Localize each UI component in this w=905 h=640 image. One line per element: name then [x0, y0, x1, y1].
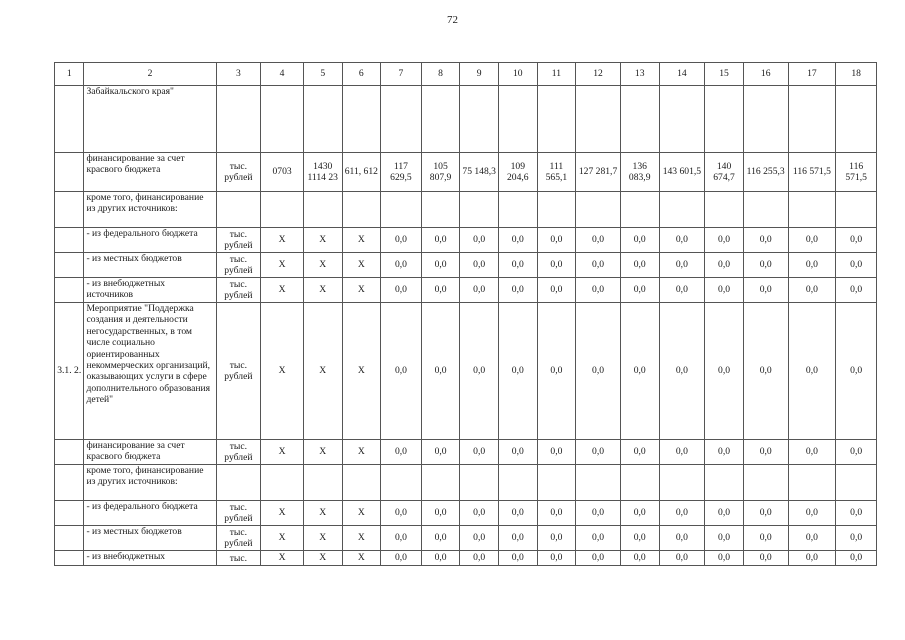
value-cell: 0,0	[537, 228, 576, 253]
value-cell: 0,0	[421, 501, 460, 526]
value-cell: 0,0	[788, 551, 836, 566]
value-cell	[261, 465, 304, 501]
value-cell: X	[342, 228, 381, 253]
value-cell: 0,0	[836, 551, 877, 566]
value-cell: 0,0	[381, 253, 422, 278]
row-number-cell	[55, 551, 84, 566]
value-cell: 117 629,5	[381, 153, 422, 192]
value-cell: X	[342, 253, 381, 278]
value-cell	[381, 192, 422, 228]
value-cell	[705, 465, 744, 501]
row-number-cell	[55, 86, 84, 153]
value-cell: X	[261, 278, 304, 303]
value-cell	[303, 86, 342, 153]
value-cell: 116 571,5	[836, 153, 877, 192]
value-cell	[743, 86, 788, 153]
row-number-cell	[55, 501, 84, 526]
value-cell: 0,0	[498, 228, 537, 253]
value-cell: 0,0	[836, 278, 877, 303]
value-cell: 0,0	[836, 253, 877, 278]
row-label-cell: - из федерального бюджета	[84, 501, 216, 526]
value-cell	[261, 192, 304, 228]
value-cell: 0,0	[743, 303, 788, 440]
value-cell: 105 807,9	[421, 153, 460, 192]
table-row	[55, 153, 877, 192]
value-cell	[743, 465, 788, 501]
value-cell: X	[261, 303, 304, 440]
column-header: 13	[620, 63, 659, 86]
value-cell: 0,0	[381, 501, 422, 526]
value-cell	[342, 86, 381, 153]
value-cell: 0,0	[788, 526, 836, 551]
column-header: 11	[537, 63, 576, 86]
value-cell: 0,0	[460, 440, 499, 465]
row-number-cell	[55, 526, 84, 551]
value-cell	[705, 192, 744, 228]
row-number-cell	[55, 153, 84, 192]
value-cell: X	[303, 303, 342, 440]
table-row	[55, 440, 877, 465]
unit-cell: тыс.	[216, 551, 261, 566]
value-cell: 0,0	[498, 303, 537, 440]
value-cell	[788, 86, 836, 153]
value-cell	[261, 86, 304, 153]
value-cell: 0,0	[381, 551, 422, 566]
value-cell	[537, 465, 576, 501]
value-cell: 0,0	[705, 253, 744, 278]
value-cell: 0,0	[743, 278, 788, 303]
value-cell: X	[342, 501, 381, 526]
value-cell	[659, 86, 705, 153]
value-cell	[381, 465, 422, 501]
value-cell: 0,0	[576, 303, 621, 440]
value-cell: 0,0	[381, 526, 422, 551]
value-cell	[342, 192, 381, 228]
table-body	[55, 63, 877, 566]
value-cell: X	[303, 551, 342, 566]
value-cell: 0,0	[836, 303, 877, 440]
column-header: 18	[836, 63, 877, 86]
column-header: 17	[788, 63, 836, 86]
column-header: 12	[576, 63, 621, 86]
value-cell: 0,0	[381, 278, 422, 303]
value-cell: 0,0	[743, 253, 788, 278]
header-row	[55, 63, 877, 86]
unit-cell	[216, 86, 261, 153]
row-label-cell: Забайкальского края"	[84, 86, 216, 153]
value-cell: 0,0	[788, 228, 836, 253]
value-cell	[498, 192, 537, 228]
value-cell: 0,0	[743, 526, 788, 551]
row-label-cell: - из внебюджетных	[84, 551, 216, 566]
value-cell: 140 674,7	[705, 153, 744, 192]
value-cell	[743, 192, 788, 228]
column-header: 15	[705, 63, 744, 86]
value-cell: 0,0	[537, 526, 576, 551]
value-cell: 0,0	[659, 501, 705, 526]
value-cell: 0,0	[498, 278, 537, 303]
value-cell: 0,0	[460, 253, 499, 278]
value-cell	[788, 192, 836, 228]
value-cell: X	[261, 253, 304, 278]
value-cell	[381, 86, 422, 153]
table-row	[55, 465, 877, 501]
page-number: 72	[447, 14, 458, 26]
value-cell	[498, 465, 537, 501]
value-cell	[303, 465, 342, 501]
value-cell: 0,0	[743, 228, 788, 253]
column-header: 14	[659, 63, 705, 86]
column-header: 2	[84, 63, 216, 86]
value-cell: 0,0	[498, 440, 537, 465]
table-row	[55, 253, 877, 278]
value-cell: 0,0	[421, 278, 460, 303]
value-cell: X	[303, 526, 342, 551]
value-cell: 0,0	[460, 551, 499, 566]
value-cell: X	[303, 440, 342, 465]
row-number-cell: 3.1. 2.	[55, 303, 84, 440]
value-cell	[342, 465, 381, 501]
column-header: 6	[342, 63, 381, 86]
value-cell: 0,0	[498, 526, 537, 551]
value-cell: X	[261, 526, 304, 551]
value-cell: X	[261, 551, 304, 566]
table-row	[55, 278, 877, 303]
value-cell: 0,0	[705, 551, 744, 566]
unit-cell: тыс. рублей	[216, 501, 261, 526]
value-cell: 0,0	[705, 303, 744, 440]
row-number-cell	[55, 253, 84, 278]
value-cell	[421, 86, 460, 153]
row-label-cell: - из внебюджетных источников	[84, 278, 216, 303]
row-number-cell	[55, 192, 84, 228]
value-cell: 0,0	[537, 440, 576, 465]
value-cell: 1430 1114 23	[303, 153, 342, 192]
value-cell: 0,0	[620, 551, 659, 566]
value-cell: 143 601,5	[659, 153, 705, 192]
value-cell: 0,0	[421, 526, 460, 551]
value-cell: X	[303, 253, 342, 278]
value-cell: 0,0	[836, 501, 877, 526]
table-row	[55, 526, 877, 551]
value-cell	[537, 86, 576, 153]
value-cell: 0,0	[705, 501, 744, 526]
value-cell	[421, 192, 460, 228]
value-cell: X	[342, 278, 381, 303]
value-cell	[576, 465, 621, 501]
value-cell	[576, 86, 621, 153]
column-header: 10	[498, 63, 537, 86]
value-cell: 136 083,9	[620, 153, 659, 192]
row-label-cell: кроме того, финансирование из других источников:	[84, 465, 216, 501]
row-label-cell: финансирование за счет красвого бюджета	[84, 153, 216, 192]
value-cell: 0,0	[705, 228, 744, 253]
value-cell: 0,0	[421, 440, 460, 465]
value-cell	[421, 465, 460, 501]
table-row	[55, 551, 877, 566]
value-cell: X	[303, 278, 342, 303]
value-cell: 109 204,6	[498, 153, 537, 192]
value-cell	[659, 192, 705, 228]
unit-cell: тыс. рублей	[216, 153, 261, 192]
value-cell: 0,0	[421, 303, 460, 440]
value-cell: X	[342, 526, 381, 551]
row-number-cell	[55, 278, 84, 303]
value-cell: 611, 612	[342, 153, 381, 192]
value-cell: 116 571,5	[788, 153, 836, 192]
value-cell: 0,0	[498, 551, 537, 566]
value-cell: 0,0	[836, 228, 877, 253]
column-header: 8	[421, 63, 460, 86]
column-header: 7	[381, 63, 422, 86]
value-cell: 0,0	[460, 526, 499, 551]
value-cell	[836, 465, 877, 501]
value-cell: 0,0	[498, 501, 537, 526]
value-cell: 0,0	[788, 303, 836, 440]
value-cell: X	[303, 501, 342, 526]
value-cell: X	[261, 440, 304, 465]
value-cell: 0,0	[537, 253, 576, 278]
value-cell: 0,0	[743, 440, 788, 465]
value-cell: 0,0	[576, 278, 621, 303]
value-cell: 0,0	[705, 278, 744, 303]
value-cell: 0,0	[620, 440, 659, 465]
value-cell: 0,0	[381, 303, 422, 440]
row-number-cell	[55, 440, 84, 465]
value-cell: 0,0	[659, 303, 705, 440]
value-cell: 0,0	[537, 278, 576, 303]
value-cell: 0,0	[576, 526, 621, 551]
value-cell: 0,0	[788, 440, 836, 465]
value-cell: 0,0	[659, 228, 705, 253]
table-row	[55, 303, 877, 440]
value-cell	[576, 192, 621, 228]
budget-table	[54, 62, 877, 566]
row-label-cell: кроме того, финансирование из других источников:	[84, 192, 216, 228]
table-row	[55, 228, 877, 253]
value-cell: 0,0	[620, 303, 659, 440]
value-cell	[705, 86, 744, 153]
unit-cell	[216, 192, 261, 228]
value-cell: 0,0	[659, 440, 705, 465]
unit-cell: тыс. рублей	[216, 526, 261, 551]
value-cell: 0,0	[620, 253, 659, 278]
value-cell	[620, 465, 659, 501]
value-cell: 127 281,7	[576, 153, 621, 192]
value-cell: 0,0	[659, 253, 705, 278]
row-label-cell: финансирование за счет красвого бюджета	[84, 440, 216, 465]
value-cell: 0,0	[460, 278, 499, 303]
value-cell: X	[261, 501, 304, 526]
unit-cell: тыс. рублей	[216, 440, 261, 465]
value-cell: 0,0	[460, 228, 499, 253]
value-cell: 0,0	[620, 501, 659, 526]
value-cell: 0,0	[620, 278, 659, 303]
value-cell: 0,0	[421, 253, 460, 278]
value-cell: 0,0	[381, 228, 422, 253]
value-cell: 0703	[261, 153, 304, 192]
unit-cell	[216, 465, 261, 501]
value-cell: 0,0	[620, 526, 659, 551]
row-label-cell: - из местных бюджетов	[84, 253, 216, 278]
value-cell	[537, 192, 576, 228]
unit-cell: тыс. рублей	[216, 253, 261, 278]
value-cell	[460, 86, 499, 153]
value-cell: 0,0	[460, 303, 499, 440]
value-cell	[836, 86, 877, 153]
value-cell: 0,0	[743, 501, 788, 526]
value-cell: 0,0	[537, 551, 576, 566]
column-header: 5	[303, 63, 342, 86]
value-cell: 0,0	[743, 551, 788, 566]
value-cell: 0,0	[381, 440, 422, 465]
table-row	[55, 86, 877, 153]
value-cell	[303, 192, 342, 228]
value-cell: 0,0	[659, 551, 705, 566]
table-row	[55, 192, 877, 228]
row-number-cell	[55, 465, 84, 501]
value-cell: 0,0	[576, 228, 621, 253]
value-cell	[836, 192, 877, 228]
value-cell: X	[303, 228, 342, 253]
value-cell	[460, 192, 499, 228]
row-number-cell	[55, 228, 84, 253]
value-cell: 0,0	[576, 501, 621, 526]
value-cell: 0,0	[576, 440, 621, 465]
value-cell	[788, 465, 836, 501]
value-cell: 0,0	[705, 440, 744, 465]
value-cell: 0,0	[620, 228, 659, 253]
value-cell: 0,0	[836, 526, 877, 551]
value-cell: 0,0	[788, 253, 836, 278]
value-cell	[620, 86, 659, 153]
table-row	[55, 501, 877, 526]
value-cell: 0,0	[788, 278, 836, 303]
row-label-cell: Мероприятие "Поддержка создания и деятельности негосударственных, в том числе социально ориентированных некоммерческих организаций, оказывающих услуги в сфере дополнительного образования детей"	[84, 303, 216, 440]
value-cell: 0,0	[836, 440, 877, 465]
value-cell: 0,0	[788, 501, 836, 526]
column-header: 3	[216, 63, 261, 86]
column-header: 1	[55, 63, 84, 86]
row-label-cell: - из местных бюджетов	[84, 526, 216, 551]
unit-cell: тыс. рублей	[216, 228, 261, 253]
value-cell: 0,0	[705, 526, 744, 551]
value-cell	[498, 86, 537, 153]
value-cell: X	[342, 551, 381, 566]
column-header: 16	[743, 63, 788, 86]
value-cell: X	[342, 303, 381, 440]
value-cell: 0,0	[460, 501, 499, 526]
unit-cell: тыс. рублей	[216, 303, 261, 440]
value-cell	[659, 465, 705, 501]
value-cell: 0,0	[659, 278, 705, 303]
value-cell: 0,0	[659, 526, 705, 551]
value-cell: 0,0	[576, 253, 621, 278]
value-cell: X	[261, 228, 304, 253]
value-cell: 0,0	[498, 253, 537, 278]
column-header: 9	[460, 63, 499, 86]
column-header: 4	[261, 63, 304, 86]
value-cell: 0,0	[421, 228, 460, 253]
row-label-cell: - из федерального бюджета	[84, 228, 216, 253]
value-cell	[620, 192, 659, 228]
value-cell: 111 565,1	[537, 153, 576, 192]
value-cell: 0,0	[421, 551, 460, 566]
value-cell: 0,0	[537, 303, 576, 440]
value-cell	[460, 465, 499, 501]
value-cell: 0,0	[537, 501, 576, 526]
value-cell: X	[342, 440, 381, 465]
value-cell: 75 148,3	[460, 153, 499, 192]
value-cell: 116 255,3	[743, 153, 788, 192]
value-cell: 0,0	[576, 551, 621, 566]
unit-cell: тыс. рублей	[216, 278, 261, 303]
